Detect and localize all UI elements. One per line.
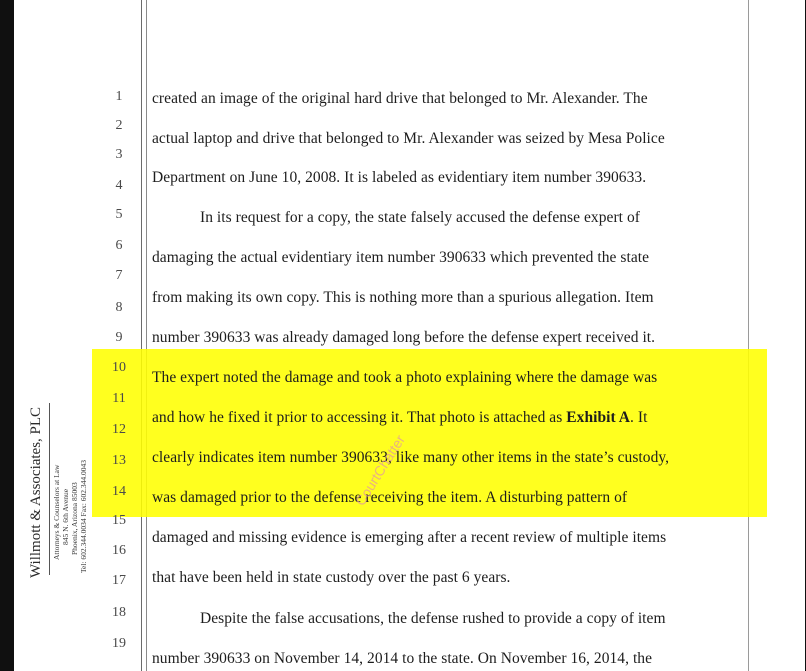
legal-document-page xyxy=(14,0,805,671)
firm-line-3: Phoenix, Arizona 85003 xyxy=(70,482,79,555)
firm-rule xyxy=(49,403,50,575)
body-text-line: clearly indicates item number 390633, like many other items in the state’s custody, xyxy=(152,449,670,466)
right-margin-rule xyxy=(748,0,749,671)
body-text-line: damaging the actual evidentiary item number 390633 which prevented the state xyxy=(152,249,650,266)
line-number: 19 xyxy=(112,636,126,651)
line-number: 4 xyxy=(115,178,123,193)
line-number: 13 xyxy=(112,453,126,468)
line-number: 1 xyxy=(115,89,123,104)
line-number: 18 xyxy=(112,605,126,620)
line-number: 7 xyxy=(115,268,123,283)
firm-line-2: 845 N. 6th Avenue xyxy=(61,488,70,545)
line-number: 17 xyxy=(112,573,126,588)
line-number: 11 xyxy=(112,391,126,406)
body-text-line: from making its own copy. This is nothing more than a spurious allegation. Item xyxy=(152,289,654,306)
line-number: 6 xyxy=(115,238,123,253)
line-number: 9 xyxy=(115,330,123,345)
line-number: 14 xyxy=(112,484,126,499)
line-number: 12 xyxy=(112,422,126,437)
body-text-line: damaged and missing evidence is emerging after a recent review of multiple items xyxy=(152,529,667,546)
left-margin-rule-inner xyxy=(146,0,147,671)
firm-line-4: Tel: 602.344.0034 Fax: 602.344.0043 xyxy=(79,459,88,573)
body-text-line: actual laptop and drive that belonged to Mr. Alexander was seized by Mesa Police xyxy=(152,130,665,147)
body-text-line: created an image of the original hard drive that belonged to Mr. Alexander. The xyxy=(152,90,648,107)
body-text-line: was damaged prior to the defense receiving the item. A disturbing pattern of xyxy=(152,489,628,506)
body-text-line: In its request for a copy, the state falsely accused the defense expert of xyxy=(200,209,640,226)
body-text-line: that have been held in state custody over the past 6 years. xyxy=(152,569,511,586)
firm-line-1: Attorneys & Counselors at Law xyxy=(52,464,61,560)
line-number: 8 xyxy=(115,300,123,315)
body-text-segment: . It xyxy=(630,409,648,426)
body-text-line xyxy=(152,409,647,427)
watermark: CourtChatter xyxy=(352,432,409,509)
line-number: 10 xyxy=(112,360,126,375)
body-text-line: number 390633 on November 14, 2014 to the state. On November 16, 2014, the xyxy=(152,650,653,667)
exhibit-reference: Exhibit A xyxy=(566,409,631,426)
body-text-segment: and how he fixed it prior to accessing it. That photo is attached as xyxy=(152,409,567,426)
firm-name: Willmott & Associates, PLC xyxy=(28,406,44,578)
body-text-line: Department on June 10, 2008. It is labeled as evidentiary item number 390633. xyxy=(152,169,647,186)
body-text-line: The expert noted the damage and took a photo explaining where the damage was xyxy=(152,369,658,386)
line-number: 2 xyxy=(115,118,123,133)
body-text-line: number 390633 was already damaged long before the defense expert received it. xyxy=(152,329,656,346)
left-margin-rule xyxy=(141,0,142,671)
body-text-line: Despite the false accusations, the defense rushed to provide a copy of item xyxy=(200,610,666,627)
line-number: 16 xyxy=(112,543,126,558)
line-number: 3 xyxy=(115,147,123,162)
line-number: 5 xyxy=(115,207,123,222)
line-number: 15 xyxy=(112,513,126,528)
